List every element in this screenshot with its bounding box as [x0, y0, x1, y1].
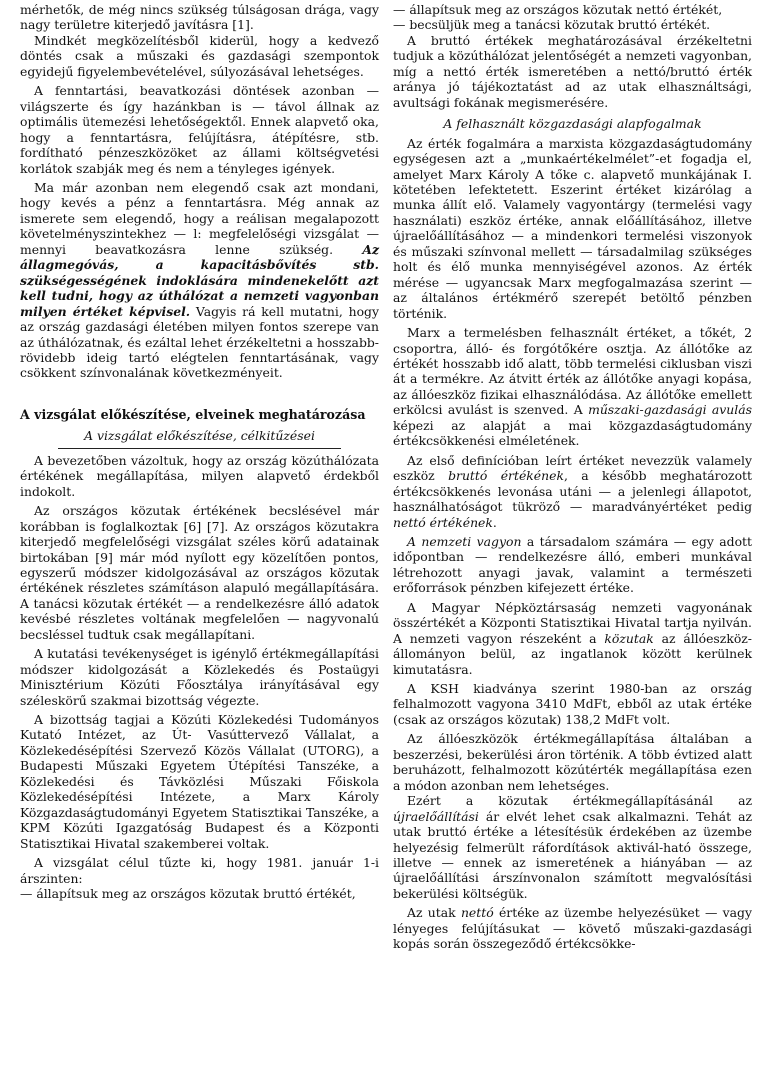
- paragraph: A vizsgálat célul tűzte ki, hogy 1981. január 1-i árszinten:: [20, 855, 379, 886]
- paragraph: [393, 453, 752, 530]
- emphasized-text: nettó: [460, 905, 494, 921]
- text-span: Ma már azonban nem elegendő csak azt mondani, hogy kevés a pénz a fenntartásra. Még annak az ismerete sem elegendő, hogy a reálisan megalapozott követelményszintekhez — l: megfelelőségi vizsgálat — mennyi beavatkozásra lenne szükség.: [20, 179, 379, 257]
- list-item: — állapítsuk meg az országos közutak nettó értékét,: [393, 2, 723, 17]
- text-span: az állóeszköz-állományon belül, az ingatlanok között kerülnek kimutatásra.: [393, 630, 752, 677]
- divider: [58, 448, 341, 449]
- text-span: értéke az üzembe helyezésüket — vagy lényeges felújításukat — követő műszaki-gazdasági kopás során összegeződő értékcsökke-: [393, 905, 752, 952]
- paragraph: Az állóeszközök értékmegállapítása általában a beszerzési, bekerülési áron történik. A több évtized alatt beruházott, felhalmozott közútérték megállapítása ezen a módon azonban nem lehetséges.: [393, 731, 752, 793]
- text-span: Az első definícióban leírt értéket nevezzük valamely eszköz: [393, 452, 752, 484]
- text-span: ár elvét lehet csak alkalmazni. Tehát az utak bruttó értéke a létesítésük érdekében az üzembe helyezésig felmerült ráfordítások aktivál-ható összege, illetve — ennek az ismeretének a hiányában — az újraelőállítási árszínvonalon számított megvalósítási bekerülési költségük.: [393, 808, 752, 901]
- subsection-heading: A felhasznált közgazdasági alapfogalmak: [443, 116, 702, 132]
- subsection-heading: A vizsgálat előkészítése, célkitűzései: [84, 428, 315, 444]
- emphasized-text: Az állagmegóvás, a kapacitásbővítés stb. szükségességének indoklására mindenekelőtt azt kell tudni, hogy az úthálózat a nemzeti vagyonban milyen értéket képvisel.: [20, 241, 379, 319]
- paragraph: A bevezetőben vázoltuk, hogy az ország közúthálózata értékének megállapítása, milyen alapvető érdekből indokolt.: [20, 452, 379, 499]
- paragraph: A bruttó értékek meghatározásával érzékeltetni tudjuk a közúthálózat jelentőségét a nemzeti vagyonban, míg a nettó érték ismeretében a nettó/bruttó érték aránya jó tájékoztatást ad az utak elhasználtsági, avultsági fokának megismerésére.: [393, 32, 752, 110]
- paragraph: A bizottság tagjai a Közúti Közlekedési Tudományos Kutató Intézet, az Út- Vasúttervező Vállalat, a Közlekedésépítési Szervező Közös Vállalat (UTORG), a Budapesti Műszaki Egyetem Útépítési Tanszéke, a Közlekedési és Távközlési Műszaki Főiskola Közlekedésépítési Intézete, a Marx Károly Közgazdaságtudományi Egyetem Statisztikai Tanszéke, a KPM Közúti Igazgatóság Budapest és a Központi Statisztikai Hivatal szakemberei voltak.: [20, 712, 379, 851]
- paragraph: Mindkét megközelítésből kiderül, hogy a kedvező döntés csak a műszaki és gazdasági szempontok egyidejű figyelembevételével, súlyozásával lehetséges.: [20, 32, 379, 79]
- emphasized-text: nettó értékének: [393, 514, 493, 530]
- text-span: A Magyar Népköztársaság nemzeti vagyonának összértékét a Központi Statisztikai Hivatal tartja nyilván. A nemzeti vagyon részeként a: [393, 599, 752, 646]
- left-column: [20, 2, 379, 1078]
- paragraph: Az érték fogalmára a marxista közgazdaságtudomány egységesen azt a „munkaértékelmélet”-et fogadja el, amelyet Marx Károly A tőke c. alapvető munkájának I. kötetében lefektetett. Eszerint értéket kizárólag a munka állít elő. Valamely vagyontárgy (termelési vagy használati) eszköz értéke, annak előállításához, illetve újraelőállításához — a mindenkori termelési viszonyok és műszaki színvonal mellett — társadalmilag szükséges holt és élő munka mennyiségével azonos. Az érték mérése — ugyancsak Marx megfogalmazása szerint — az általános értékmérő szerepét betöltő pénzben történik.: [393, 135, 752, 321]
- paragraph: [20, 180, 379, 381]
- paragraph: [393, 534, 752, 596]
- emphasized-text: újraelőállítási: [393, 808, 479, 824]
- text-span: Az utak: [407, 905, 461, 921]
- emphasized-text: közutak: [604, 630, 654, 646]
- section-heading: A vizsgálat előkészítése, elveinek meghatározása: [20, 406, 366, 422]
- paragraph: mérhetők, de még nincs szükség túlságosan drága, vagy nagy területre kiterjedő javításra [1].: [20, 2, 379, 33]
- text-span: Vagyis rá kell mutatni, hogy az ország gazdasági életében milyen fontos szerepe van az úthálózatnak, és ezáltal lehet érzékeltetni a hosszabb-rövidebb ideig tartó elégtelen fenntartásának, vagy csökkent színvonalának következményeit.: [20, 303, 379, 381]
- paragraph: [393, 793, 752, 901]
- list-item: — becsüljük meg a tanácsi közutak bruttó értékét.: [393, 17, 711, 33]
- text-span: képezi az alapját a mai közgazdaságtudomány értékcsökkenési elméletének.: [393, 417, 752, 449]
- paragraph: [393, 905, 752, 951]
- text-span: .: [492, 514, 497, 530]
- paragraph: [393, 600, 752, 677]
- text-span: a társadalom számára — egy adott időpontban — rendelkezésre álló, emberi munkával létrehozott anyagi javak, valamint a természeti erőforrások pénzben kifejezett értéke.: [393, 533, 752, 596]
- paragraph: A kutatási tevékenységet is igénylő értékmegállapítási módszer kidolgozását a Közlekedés és Postaügyi Minisztérium Közúti Főosztálya irányításával egy széleskörű szakmai bizottság végezte.: [20, 646, 379, 708]
- emphasized-text: bruttó értékének: [448, 468, 564, 484]
- paragraph: A fenntartási, beavatkozási döntések azonban — világszerte és így hazánkban is — távol állnak az optimális ütemezési lehetőségektől. Ennek alapvető oka, hogy a fenntartásra, felújításra, átépítésre, stb. fordítható pénzeszközöket az állami költségvetési korlátok szabják meg és nem a tényleges igények.: [20, 83, 379, 176]
- emphasized-text: A nemzeti vagyon: [407, 533, 522, 549]
- emphasized-text: műszaki-gazdasági avulás: [588, 402, 753, 418]
- paragraph: A KSH kiadványa szerint 1980-ban az ország felhalmozott vagyona 3410 MdFt, ebből az utak értéke (csak az országos közutak) 138,2 MdFt volt.: [393, 681, 752, 727]
- text-span: , a később meghatározott értékcsökkenés levonása utáni — a jelenlegi állapotot, használhatóságot tükröző — maradványértéket pedig: [393, 468, 752, 515]
- right-column: [393, 2, 752, 1078]
- text-span: Ezért a közutak értékmegállapításánál az: [407, 793, 752, 809]
- paragraph: [393, 325, 752, 449]
- list-item: — állapítsuk meg az országos közutak bruttó értékét,: [20, 886, 356, 902]
- paragraph: Az országos közutak értékének becslésével már korábban is foglalkoztak [6] [7]. Az országos közutakra kiterjedő megfelelőségi vizsgálat széles körű adatainak birtokában [9] már mód nyílott egy közelítően pontos, egyszerű módszer kidolgozásával az országos közutak értékének részletes számításon alapuló megállapítására. A tanácsi közutak értékét — a rendelkezésre álló adatok kevésbé részletes voltának megfelelően — nagyvonalú becsléssel tudtuk csak megállapítani.: [20, 503, 379, 642]
- text-span: Marx a termelésben felhasznált értéket, a tőkét, 2 csoportra, álló- és forgótőkére osztja. Az állótőke az értékét hosszabb idő alatt, több termelési ciklusban viszi át a termékre. Az átvitt érték az állótőke anyagi kopása, az állóeszköz fizikai elhasználódása. Az állótőke emellett erkölcsi avulást is szenved. A: [393, 325, 752, 418]
